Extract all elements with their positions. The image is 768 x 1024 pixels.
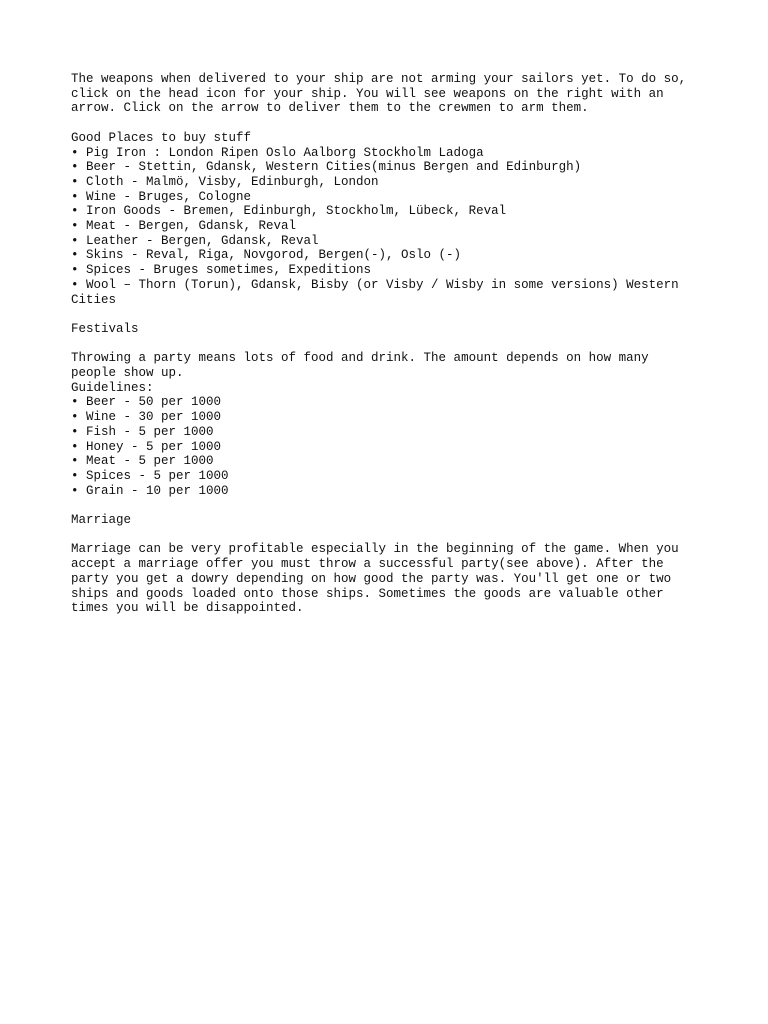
list-item: • Pig Iron : London Ripen Oslo Aalborg Stockholm Ladoga (71, 145, 484, 160)
list-item: • Fish - 5 per 1000 (71, 424, 214, 439)
marriage-text-line: ships and goods loaded onto those ships. Sometimes the goods are valuable other (71, 586, 664, 601)
marriage-text-line: accept a marriage offer you must throw a successful party(see above). After the (71, 557, 664, 572)
intro-line: arrow. Click on the arrow to deliver them to the crewmen to arm them. (71, 101, 589, 116)
marriage-text-line: times you will be disappointed. (71, 601, 304, 616)
list-item: • Spices - 5 per 1000 (71, 468, 229, 483)
spacer (71, 337, 711, 352)
list-item: • Meat - 5 per 1000 (71, 454, 214, 469)
intro-line: click on the head icon for your ship. You will see weapons on the right with an (71, 86, 664, 101)
festivals-text-line: Throwing a party means lots of food and drink. The amount depends on how many (71, 351, 649, 366)
list-item: • Meat - Bergen, Gdansk, Reval (71, 219, 297, 234)
spacer (71, 116, 711, 131)
list-item: • Iron Goods - Bremen, Edinburgh, Stockholm, Lübeck, Reval (71, 204, 507, 219)
list-item-continuation: Cities (71, 292, 117, 307)
list-item: • Wine - Bruges, Cologne (71, 189, 252, 204)
buying-heading: Good Places to buy stuff (71, 130, 252, 145)
marriage-heading: Marriage (71, 513, 132, 528)
list-item: • Cloth - Malmö, Visby, Edinburgh, London (71, 174, 379, 189)
list-item: • Spices - Bruges sometimes, Expeditions (71, 263, 372, 278)
spacer (71, 307, 711, 322)
list-item: • Honey - 5 per 1000 (71, 439, 222, 454)
list-item: • Beer - Stettin, Gdansk, Western Cities(minus Bergen and Edinburgh) (71, 160, 582, 175)
list-item: • Wool – Thorn (Torun), Gdansk, Bisby (or Visby / Wisby in some versions) Western (71, 277, 679, 292)
marriage-text-line: party you get a dowry depending on how good the party was. You'll get one or two (71, 571, 672, 586)
festivals-heading: Festivals (71, 321, 139, 336)
list-item: • Beer - 50 per 1000 (71, 395, 222, 410)
intro-paragraph (71, 72, 711, 116)
festivals-section (71, 322, 711, 498)
guidelines-label: Guidelines: (71, 380, 154, 395)
intro-line: The weapons when delivered to your ship are not arming your sailors yet. To do so, (71, 72, 687, 86)
buying-section (71, 131, 711, 307)
spacer (71, 528, 711, 543)
marriage-text-line: Marriage can be very profitable especially in the beginning of the game. When you (71, 542, 679, 557)
document-page (71, 72, 711, 616)
list-item: • Leather - Bergen, Gdansk, Reval (71, 233, 319, 248)
list-item: • Wine - 30 per 1000 (71, 410, 222, 425)
spacer (71, 498, 711, 513)
marriage-section (71, 513, 711, 616)
list-item: • Grain - 10 per 1000 (71, 483, 229, 498)
festivals-text-line: people show up. (71, 366, 184, 381)
list-item: • Skins - Reval, Riga, Novgorod, Bergen(-), Oslo (-) (71, 248, 462, 263)
